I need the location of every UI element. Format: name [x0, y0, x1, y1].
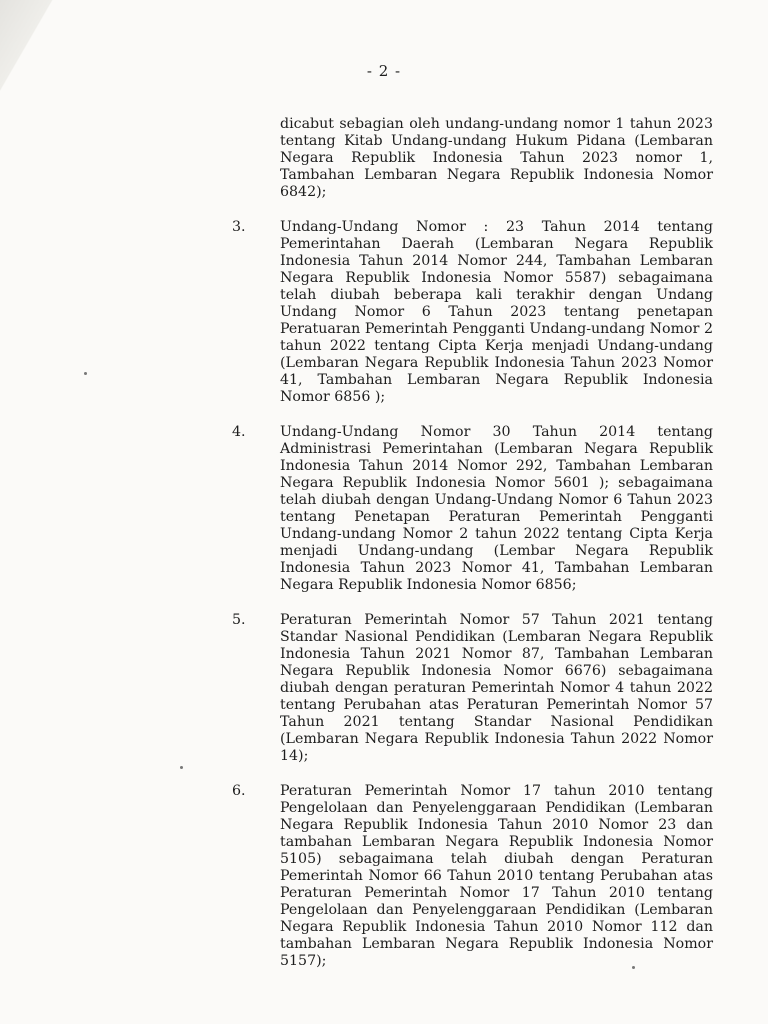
- item-number: 3.: [232, 219, 246, 235]
- page-number: - 2 -: [366, 62, 402, 80]
- item-text: Undang-Undang Nomor 30 Tahun 2014 tentang Administrasi Pemerintahan (Lembaran Negara Republik Indonesia Tahun 2014 Nomor 292, Tambahan Lembaran Negara Republik Indonesia Nomor 5601 ); sebagaimana telah diubah dengan Undang-Undang Nomor 6 Tahun 2023 tentang Penetapan Peraturan Pemerintah Pengganti Undang-undang Nomor 2 tahun 2022 tentang Cipta Kerja menjadi Undang-undang (Lembar Negara Republik Indonesia Tahun 2023 Nomor 41, Tambahan Lembaran Negara Republik Indonesia Nomor 6856;: [280, 424, 713, 593]
- list-item: [232, 219, 713, 406]
- list-item: [232, 424, 713, 594]
- item-number: 5.: [232, 612, 246, 628]
- scan-speck: [180, 766, 183, 769]
- scan-speck: [632, 966, 635, 969]
- document-body: [232, 116, 713, 970]
- item-number: 4.: [232, 424, 246, 440]
- item-text: Undang-Undang Nomor : 23 Tahun 2014 tentang Pemerintahan Daerah (Lembaran Negara Republik Indonesia Tahun 2014 Nomor 244, Tambahan Lembaran Negara Republik Indonesia Nomor 5587) sebagaimana telah diubah beberapa kali terakhir dengan Undang Undang Nomor 6 Tahun 2023 tentang penetapan Peratuaran Pemerintah Pengganti Undang-undang Nomor 2 tahun 2022 tentang Cipta Kerja menjadi Undang-undang (Lembaran Negara Republik Indonesia Tahun 2023 Nomor 41, Tambahan Lembaran Negara Republik Indonesia Nomor 6856 );: [280, 219, 713, 405]
- list-item: [232, 783, 713, 970]
- item-number: 6.: [232, 783, 246, 799]
- item-text: Peraturan Pemerintah Nomor 57 Tahun 2021 tentang Standar Nasional Pendidikan (Lembaran Negara Republik Indonesia Tahun 2021 Nomor 87, Tambahan Lembaran Negara Republik Indonesia Nomor 6676) sebagaimana diubah dengan peraturan Pemerintah Nomor 4 tahun 2022 tentang Perubahan atas Peraturan Pemerintah Nomor 57 Tahun 2021 tentang Standar Nasional Pendidikan (Lembaran Negara Republik Indonesia Tahun 2022 Nomor 14);: [280, 612, 713, 764]
- page-corner-shadow: [0, 0, 60, 120]
- continuation-paragraph: dicabut sebagian oleh undang-undang nomor 1 tahun 2023 tentang Kitab Undang-undang Hukum Pidana (Lembaran Negara Republik Indonesia Tahun 2023 nomor 1, Tambahan Lembaran Negara Republik Indonesia Nomor 6842);: [280, 116, 713, 200]
- scan-speck: [84, 372, 87, 375]
- item-text: Peraturan Pemerintah Nomor 17 tahun 2010 tentang Pengelolaan dan Penyelenggaraan Pendidikan (Lembaran Negara Republik Indonesia Tahun 2010 Nomor 23 dan tambahan Lembaran Negara Republik Indonesia Nomor 5105) sebagaimana telah diubah dengan Peraturan Pemerintah Nomor 66 Tahun 2010 tentang Perubahan atas Peraturan Pemerintah Nomor 17 Tahun 2010 tentang Pengelolaan dan Penyelenggaraan Pendidikan (Lembaran Negara Republik Indonesia Tahun 2010 Nomor 112 dan tambahan Lembaran Negara Republik Indonesia Nomor 5157);: [280, 783, 713, 969]
- list-item: [232, 612, 713, 765]
